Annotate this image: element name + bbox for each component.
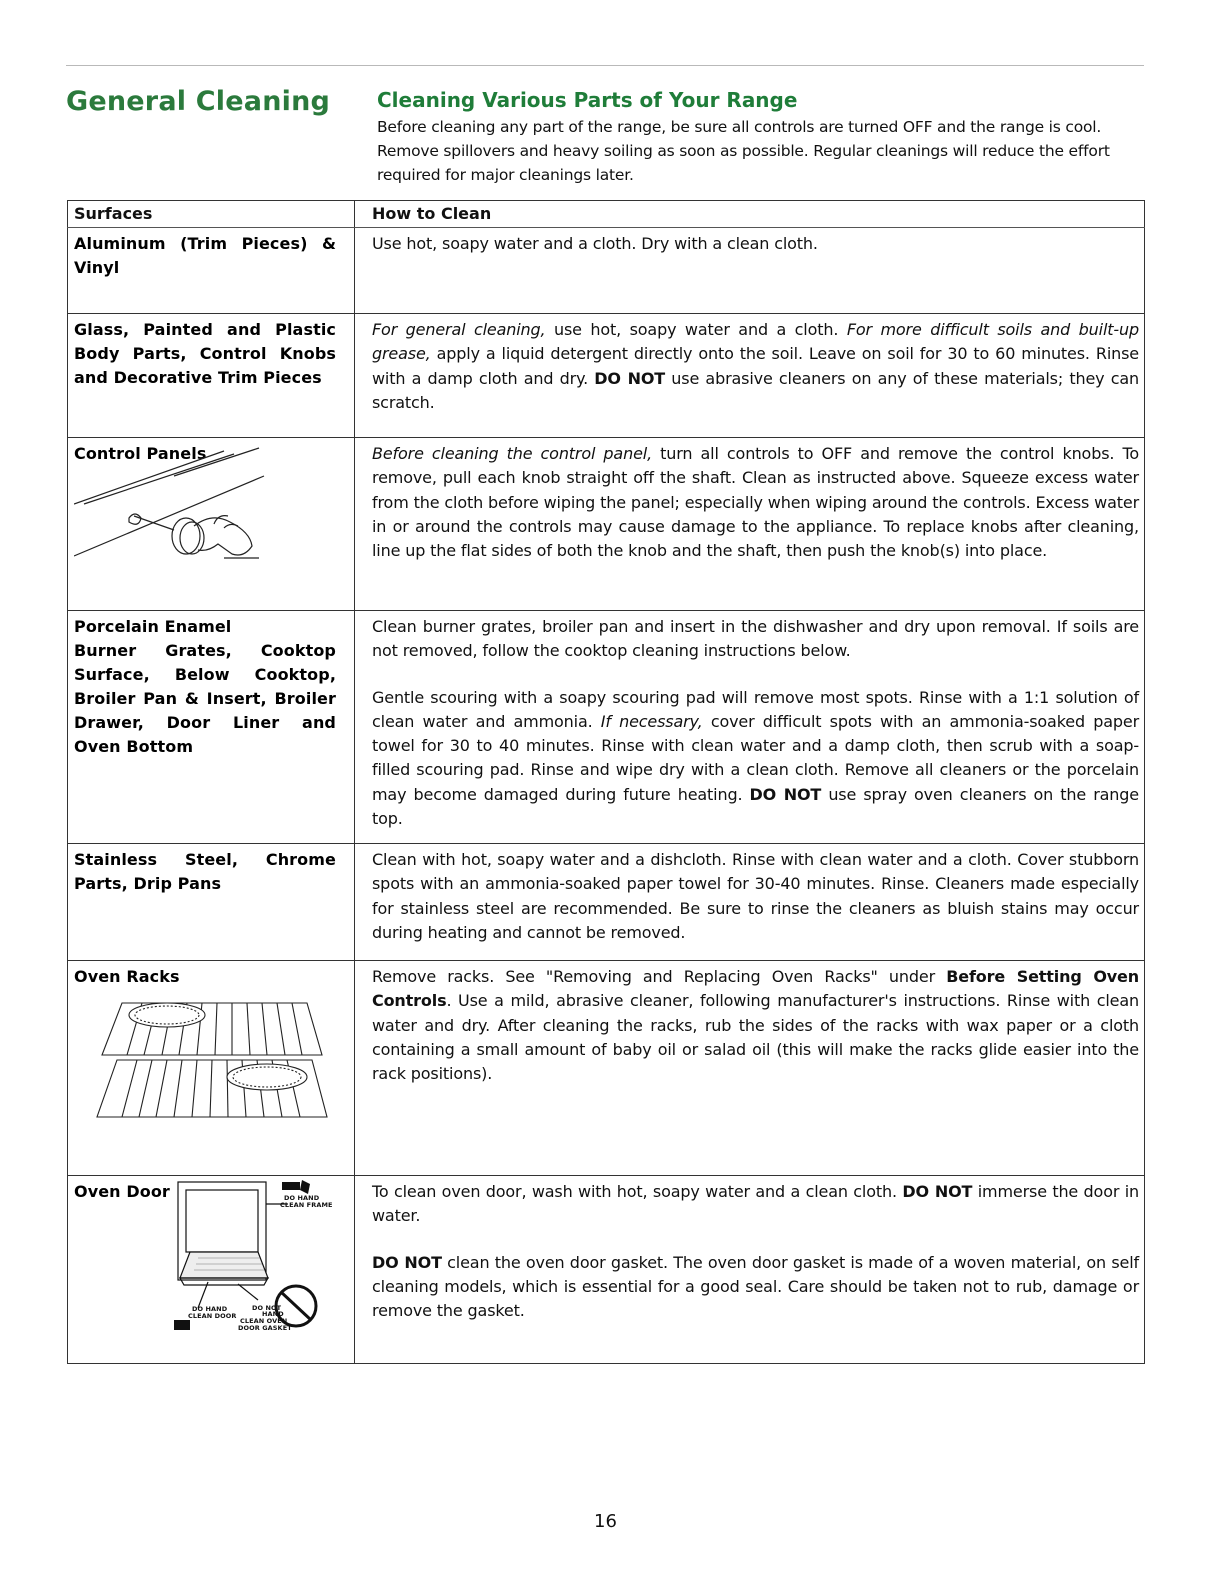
surface-control-panels — [68, 438, 355, 611]
how-to-clean-oven-racks — [355, 961, 1145, 1176]
table-row — [68, 1176, 1145, 1364]
surface-oven-door — [68, 1176, 355, 1364]
surface-label: Burner Grates, Cooktop Surface, Below Cooktop, Broiler Pan & Insert, Broiler Drawer, Door Liner and Oven Bottom — [74, 641, 336, 756]
surface-porcelain-enamel — [68, 611, 355, 844]
how-text: Clean with hot, soapy water and a dishcloth. Rinse with clean water and a cloth. Cover stubborn spots with an ammonia-soaked paper towel for 30-40 minutes. Rinse. Cleaners made especially for stainless steel are recommended. Be sure to rinse the cleaners as bluish stains may occur during heating and cannot be removed. — [372, 850, 1139, 942]
label-do-hand-clean-door: CLEAN DOOR — [188, 1312, 237, 1320]
warning-text: DO NOT — [749, 784, 822, 804]
how-text — [372, 318, 1139, 415]
plain-text: Gentle scouring with a soapy scouring pad will remove most spots. Rinse with a 1:1 solution of clean water and ammonia. — [372, 687, 1139, 731]
cleaning-table — [67, 200, 1145, 1364]
emphasis-text: If necessary, — [600, 711, 703, 731]
surface-label: Control Panels — [74, 444, 207, 463]
plain-text: use hot, soapy water and a cloth. — [545, 320, 847, 339]
header-how-to-clean: How to Clean — [355, 201, 1145, 228]
section-intro: Before cleaning any part of the range, be sure all controls are turned OFF and the range is cool. Remove spillovers and heavy soiling as soon as possible. Regular cleanings will reduce the effort required for major cleanings later. — [377, 118, 1110, 184]
how-text — [372, 1251, 1139, 1324]
label-do-not-hand-clean-gasket: HAND — [262, 1310, 284, 1318]
label-do-hand-clean-door: DO HAND — [192, 1305, 228, 1313]
plain-text: Remove racks. See "Removing and Replacing Oven Racks" under — [372, 967, 947, 986]
warning-text: DO NOT — [594, 368, 666, 388]
how-text: Clean burner grates, broiler pan and insert in the dishwasher and dry upon removal. If soils are not removed, follow the cooktop cleaning instructions below. — [372, 617, 1139, 661]
surface-aluminum-vinyl: Aluminum (Trim Pieces) & Vinyl — [68, 228, 355, 314]
plain-text: immerse the door in water. — [372, 1182, 1139, 1226]
warning-text: DO NOT — [902, 1182, 973, 1201]
label-do-not-hand-clean-gasket: DOOR GASKET — [238, 1324, 292, 1332]
surface-label: Oven Door — [74, 1182, 170, 1201]
plain-text: clean the oven door gasket. The oven door gasket is made of a woven material, on self cleaning models, which is essential for a good seal. Care should be taken not to rub, damage or remove the gasket. — [372, 1252, 1139, 1321]
surface-label: Porcelain Enamel — [74, 617, 232, 636]
oven-racks-illustration — [82, 995, 342, 1125]
plain-text: turn all controls to OFF and remove the control knobs. To remove, pull each knob straight off the shaft. Clean as instructed above. Squeeze excess water from the cloth before wiping the panel; especially when wiping around the controls. Excess water in or around the controls may cause damage to the appliance. To replace knobs after cleaning, line up the flat sides of both the knob and the shaft, then push the knob(s) into place. — [372, 444, 1139, 561]
surface-glass-painted-plastic: Glass, Painted and Plastic Body Parts, Control Knobs and Decorative Trim Pieces — [68, 314, 355, 438]
how-text — [372, 686, 1139, 832]
header-surfaces: Surfaces — [68, 201, 355, 228]
emphasis-text: For more difficult soils and built-up grease, — [372, 320, 1139, 364]
how-to-clean-control-panels — [355, 438, 1145, 611]
label-do-hand-clean-frame: DO HAND — [284, 1194, 320, 1202]
how-text — [372, 1180, 1139, 1229]
section-header — [377, 88, 1147, 187]
plain-text: apply a liquid detergent directly onto the soil. Leave on soil for 30 to 60 minutes. Rinse with a damp cloth and dry. — [372, 344, 1139, 388]
label-do-hand-clean-frame: CLEAN FRAME — [280, 1201, 333, 1209]
surface-stainless-steel: Stainless Steel, Chrome Parts, Drip Pans — [68, 844, 355, 961]
label-do-not-hand-clean-gasket: CLEAN OVEN — [240, 1317, 288, 1325]
plain-text: use spray oven cleaners on the range top. — [372, 784, 1139, 829]
how-to-clean-glass-painted-plastic — [355, 314, 1145, 438]
oven-door-illustration — [168, 1180, 348, 1340]
how-text — [372, 442, 1139, 563]
surface-label: Oven Racks — [74, 967, 180, 986]
plain-text: use abrasive cleaners on any of these materials; they can scratch. — [372, 368, 1139, 412]
table-row — [68, 961, 1145, 1176]
how-text — [372, 965, 1139, 1086]
table-header-row — [68, 201, 1145, 228]
top-rule — [66, 65, 1144, 66]
plain-text: cover difficult spots with an ammonia-soaked paper towel for 30 to 40 minutes. Rinse with clean water and a damp cloth, then scrub with a soap-filled scouring pad. Rinse and wipe dry with a clean cloth. Remove all cleaners or the porcelain may become damaged during future heating. — [372, 711, 1139, 804]
how-to-clean-aluminum-vinyl — [355, 228, 1145, 314]
table-row — [68, 438, 1145, 611]
warning-text: DO NOT — [372, 1252, 442, 1272]
bold-reference: Before Setting Oven Controls — [372, 967, 1139, 1011]
table-row — [68, 314, 1145, 438]
how-to-clean-oven-door — [355, 1176, 1145, 1364]
table-row — [68, 228, 1145, 314]
table-row — [68, 844, 1145, 961]
label-do-not-hand-clean-gasket: DO NOT — [252, 1304, 282, 1312]
how-to-clean-porcelain-enamel — [355, 611, 1145, 844]
section-title: Cleaning Various Parts of Your Range — [377, 88, 798, 112]
page-title: General Cleaning — [66, 86, 331, 117]
how-text: Use hot, soapy water and a cloth. Dry with a clean cloth. — [372, 234, 818, 253]
how-to-clean-stainless-steel — [355, 844, 1145, 961]
plain-text: To clean oven door, wash with hot, soapy water and a clean cloth. — [372, 1182, 903, 1201]
emphasis-text: For general cleaning, — [372, 320, 546, 339]
page-number: 16 — [594, 1511, 617, 1532]
emphasis-text: Before cleaning the control panel, — [372, 444, 653, 463]
surface-oven-racks — [68, 961, 355, 1176]
table-row — [68, 611, 1145, 844]
plain-text: . Use a mild, abrasive cleaner, following manufacturer's instructions. Rinse with clean water and dry. After cleaning the racks, rub the sides of the racks with wax paper or a cloth containing a small amount of baby oil or salad oil (this will make the racks glide easier into the rack positions). — [372, 991, 1139, 1084]
